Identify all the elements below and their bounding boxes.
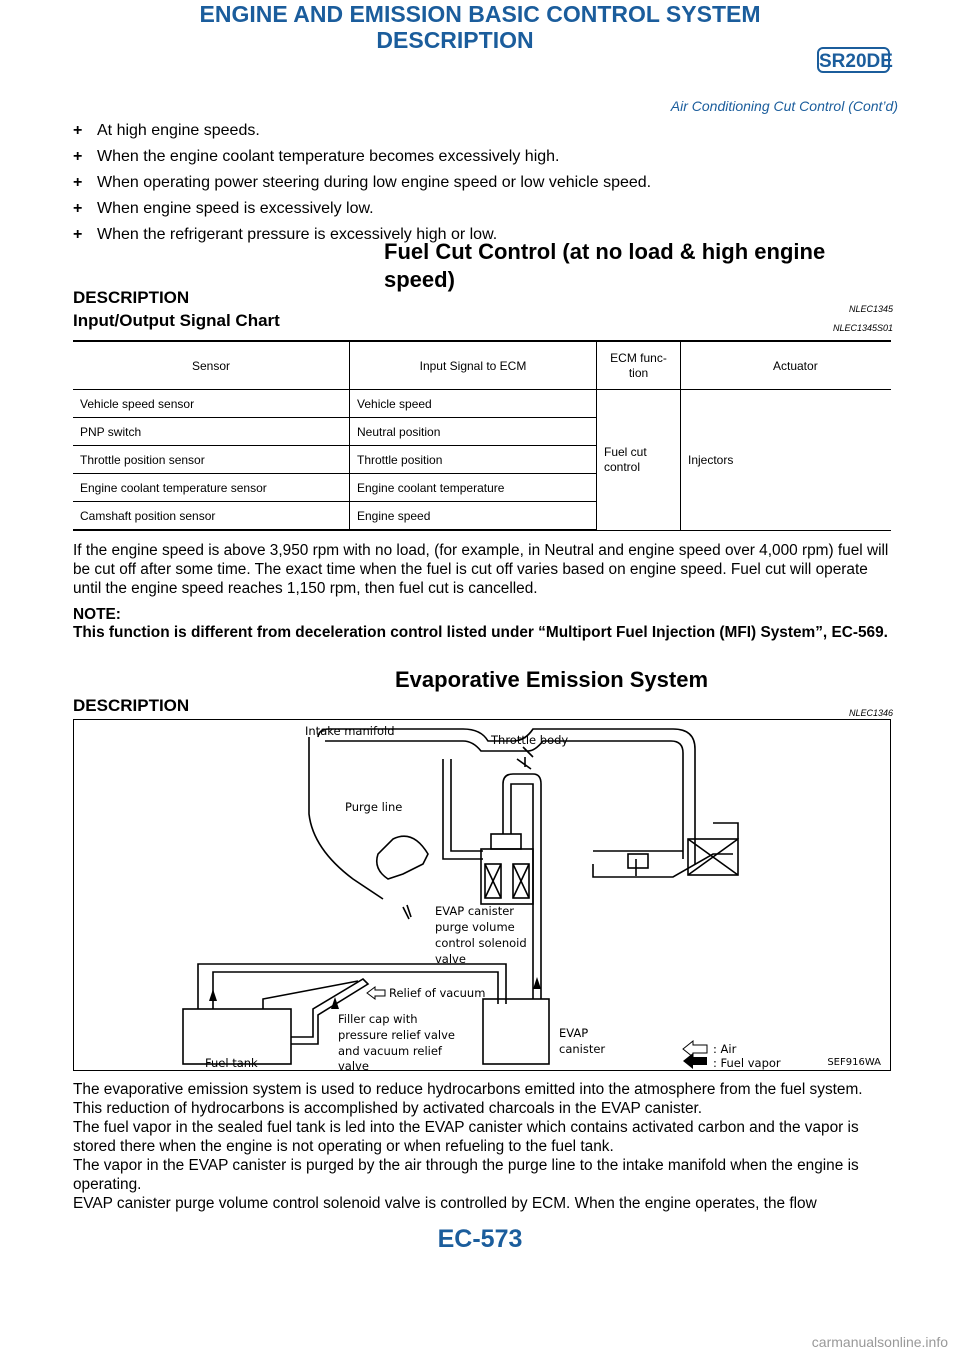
input-output-signal-table <box>73 340 891 531</box>
evap-description-tag: NLEC1346 <box>848 708 893 718</box>
cell-sensor: Camshaft position sensor <box>73 502 350 531</box>
evap-paragraph-3: The vapor in the EVAP canister is purged by the air through the purge line to the intake manifold when the engine is operating. <box>73 1157 859 1193</box>
label-filler-cap-2: pressure relief valve <box>338 1028 455 1042</box>
page-code: EC-573 <box>437 1225 523 1253</box>
label-filler-cap-4: valve <box>338 1059 369 1071</box>
list-item: + At high engine speeds. <box>73 118 651 144</box>
fuel-cut-description-tag: NLEC1345 <box>848 304 893 314</box>
label-relief-of-vacuum: Relief of vacuum <box>389 986 486 1000</box>
bullet-marker: + <box>73 200 83 217</box>
cell-ecm-function: Fuel cut control <box>597 390 681 531</box>
bullet-marker: + <box>73 226 83 243</box>
label-evap-purge-valve-4: valve <box>435 952 466 966</box>
label-filler-cap-3: and vacuum relief <box>338 1044 442 1058</box>
evap-paragraph-1: The evaporative emission system is used to reduce hydrocarbons emitted into the atmosphere from the fuel system. This reduction of hydrocarbons is accomplished by activated charcoals in the EVAP canister. <box>73 1081 863 1117</box>
note-label: NOTE: <box>73 606 121 623</box>
bullet-marker: + <box>73 148 83 165</box>
ac-cut-bullet-list <box>73 118 651 248</box>
label-evap-purge-valve-3: control solenoid <box>435 936 527 950</box>
label-purge-line: Purge line <box>345 800 403 814</box>
table-row <box>73 390 891 418</box>
cell-actuator: Injectors <box>681 390 892 531</box>
col-header-ecm-function: ECM func- tion <box>597 341 681 390</box>
figure-code: SEF916WA <box>827 1057 881 1068</box>
site-watermark: carmanualsonline.info <box>811 1334 948 1350</box>
cell-sensor: PNP switch <box>73 418 350 446</box>
table-header-row <box>73 341 891 390</box>
label-evap-canister-1: EVAP <box>559 1026 589 1040</box>
cell-sensor: Vehicle speed sensor <box>73 390 350 418</box>
legend-air-label: : Air <box>713 1042 737 1056</box>
cell-input-signal: Engine speed <box>350 502 597 531</box>
header-subheading: Air Conditioning Cut Control (Cont’d) <box>670 98 898 114</box>
diagram-legend <box>683 1041 707 1069</box>
signal-chart-tag: NLEC1345S01 <box>832 323 893 333</box>
diagram-border <box>74 720 891 1071</box>
col-header-input-signal: Input Signal to ECM <box>350 341 597 390</box>
evap-paragraph-4: EVAP canister purge volume control solenoid valve is controlled by ECM. When the engine operates, the flow <box>73 1195 817 1212</box>
note-text: This function is different from deceleration control listed under “Multiport Fuel Injection (MFI) System”, EC-569. <box>73 624 888 641</box>
label-fuel-tank: Fuel tank <box>205 1056 258 1070</box>
fuel-cut-paragraph: If the engine speed is above 3,950 rpm with no load, (for example, in Neutral and engine speed over 4,000 rpm) fuel will be cut off after some time. The exact time when the fuel is cut off varies based on engine speed. Fuel cut will operate until the engine speed reaches 1,150 rpm, then fuel cut is cancelled. <box>73 542 889 597</box>
diagram-piping <box>183 729 738 1064</box>
evap-paragraph-2: The fuel vapor in the sealed fuel tank is led into the EVAP canister which contains activated carbon and the vapor is stored there when the engine is not operating or when refueling to the fuel tank. <box>73 1119 859 1155</box>
evap-section-title: Evaporative Emission System <box>395 667 709 692</box>
list-item: + When engine speed is excessively low. <box>73 196 651 222</box>
bullet-marker: + <box>73 122 83 139</box>
label-evap-canister-2: canister <box>559 1042 606 1056</box>
header-title-line1: ENGINE AND EMISSION BASIC CONTROL SYSTEM <box>199 1 761 27</box>
label-evap-purge-valve-2: purge volume <box>435 920 515 934</box>
bullet-marker: + <box>73 174 83 191</box>
label-throttle-body: Throttle body <box>491 733 569 747</box>
fuel-cut-section-title: Fuel Cut Control (at no load & high engine speed) <box>384 239 826 292</box>
cell-sensor: Engine coolant temperature sensor <box>73 474 350 502</box>
fuel-cut-description-heading: DESCRIPTION <box>73 288 190 307</box>
cell-input-signal: Neutral position <box>350 418 597 446</box>
engine-model-badge: SR20DE <box>817 47 890 73</box>
label-evap-purge-valve-1: EVAP canister <box>435 904 515 918</box>
cell-input-signal: Engine coolant temperature <box>350 474 597 502</box>
evap-system-diagram <box>73 719 891 1071</box>
fuel-vapor-arrow-icon <box>683 1053 707 1069</box>
label-intake-manifold: Intake manifold <box>305 724 395 738</box>
relief-vacuum-arrow-icon <box>367 987 385 999</box>
list-item: + When the refrigerant pressure is excessively high or low. <box>73 222 651 248</box>
cell-input-signal: Vehicle speed <box>350 390 597 418</box>
col-header-sensor: Sensor <box>73 341 350 390</box>
signal-chart-heading: Input/Output Signal Chart <box>73 311 280 330</box>
list-item: + When operating power steering during low engine speed or low vehicle speed. <box>73 170 651 196</box>
legend-fuel-vapor-label: : Fuel vapor <box>713 1056 781 1070</box>
cell-sensor: Throttle position sensor <box>73 446 350 474</box>
header-title-line2: DESCRIPTION <box>376 27 534 53</box>
evap-description-heading: DESCRIPTION <box>73 696 190 715</box>
list-item: + When the engine coolant temperature becomes excessively high. <box>73 144 651 170</box>
label-filler-cap-1: Filler cap with <box>338 1012 418 1026</box>
col-header-actuator: Actuator <box>681 341 892 390</box>
cell-input-signal: Throttle position <box>350 446 597 474</box>
air-arrow-icon <box>683 1041 707 1057</box>
